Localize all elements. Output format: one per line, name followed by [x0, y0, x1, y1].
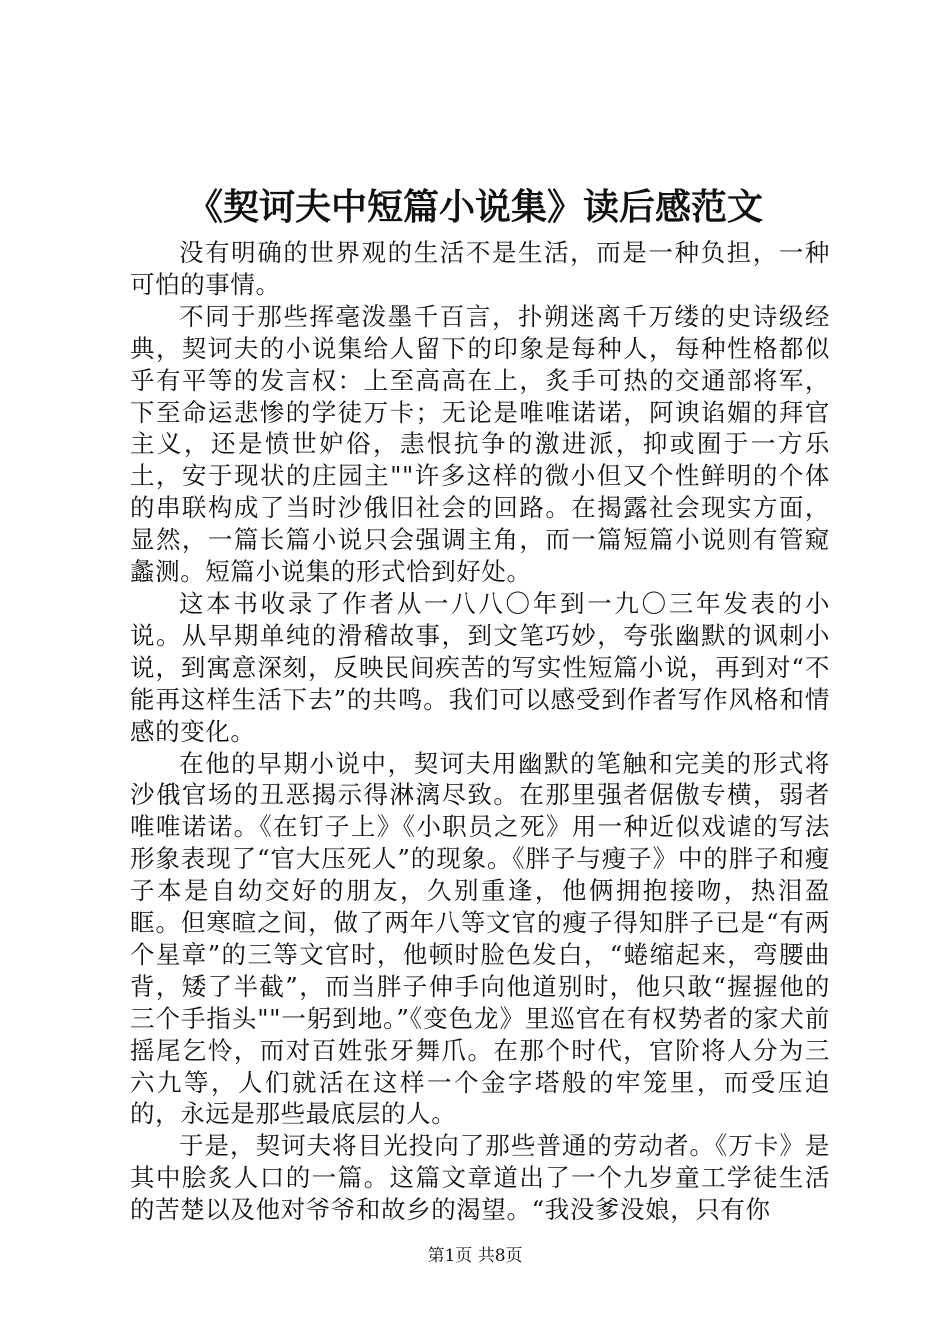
paragraph: 不同于那些挥毫泼墨千百言，扑朔迷离千万缕的史诗级经典，契诃夫的小说集给人留下的印象是每种人，每种性格都似乎有平等的发言权：上至高高在上，炙手可热的交通部将军，下至命运悲惨的学徒万卡；无论是唯唯诺诺，阿谀谄媚的拜官主义，还是愤世妒俗，恚恨抗争的激进派，抑或囿于一方乐土，安于现状的庄园主""许多这样的微小但又个性鲜明的个体的串联构成了当时沙俄旧社会的回路。在揭露社会现实方面，显然，一篇长篇小说只会强调主角，而一篇短篇小说则有管窥蠡测。短篇小说集的形式恰到好处。 — [130, 301, 830, 587]
document-body — [130, 237, 830, 1226]
document-title: 《契诃夫中短篇小说集》读后感范文 — [186, 186, 763, 228]
paragraph: 在他的早期小说中，契诃夫用幽默的笔触和完美的形式将沙俄官场的丑恶揭示得淋漓尽致。在那里强者倨傲专横，弱者唯唯诺诺。《在钉子上》《小职员之死》用一种近似戏谑的写法形象表现了“官大压死人”的现象。《胖子与瘦子》中的胖子和瘦子本是自幼交好的朋友，久别重逢，他俩拥抱接吻，热泪盈眶。但寒暄之间，做了两年八等文官的瘦子得知胖子已是“有两个星章”的三等文官时，他顿时脸色发白，“蜷缩起来，弯腰曲背，矮了半截”，而当胖子伸手向他道别时，他只敢“握握他的三个手指头""一躬到地。”《变色龙》里巡官在有权势者的家犬前摇尾乞怜，而对百姓张牙舞爪。在那个时代，官阶将人分为三六九等，人们就活在这样一个金字塔般的牢笼里，而受压迫的，永远是那些最底层的人。 — [130, 748, 830, 1129]
page-number-footer: 第1页 共8页 — [427, 1246, 523, 1266]
paragraph: 这本书收录了作者从一八八〇年到一九〇三年发表的小说。从早期单纯的滑稽故事，到文笔巧妙，夸张幽默的讽刺小说，到寓意深刻，反映民间疾苦的写实性短篇小说，再到对“不能再这样生活下去”的共鸣。我们可以感受到作者写作风格和情感的变化。 — [130, 588, 830, 746]
paragraph: 于是，契诃夫将目光投向了那些普通的劳动者。《万卡》是其中脍炙人口的一篇。这篇文章道出了一个九岁童工学徒生活的苦楚以及他对爷爷和故乡的渴望。“我没爹没娘，只有你 — [130, 1131, 830, 1225]
paragraph: 没有明确的世界观的生活不是生活，而是一种负担，一种可怕的事情。 — [130, 238, 830, 299]
